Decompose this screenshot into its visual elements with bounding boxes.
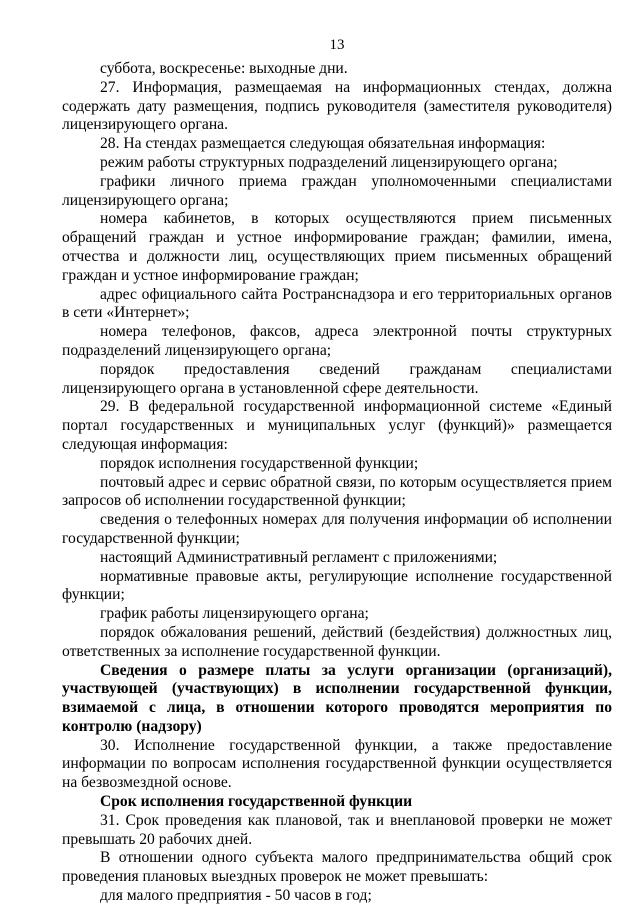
list-item-phones: номера телефонов, факсов, адреса электронной почты структурных подразделений лицензирующего органа; (62, 323, 612, 359)
list-item-website: адрес официального сайта Ространснадзора и его территориальных органов в сети «Интернет»; (62, 285, 612, 322)
paragraph-30: 30. Исполнение государственной функции, а также предоставление информации по вопросам исполнения государственной функции осуществляется на безвозмездной основе. (62, 736, 612, 792)
list-item-info-procedure: порядок предоставления сведений гражданам специалистами лицензирующего органа в установленной сфере деятельности. (62, 360, 612, 397)
paragraph-weekend: суббота, воскресенье: выходные дни. (100, 60, 348, 77)
list-item-small-enterprise: для малого предприятия - 50 часов в год; (100, 887, 372, 905)
paragraph-28: 28. На стендах размещается следующая обязательная информация: (100, 135, 546, 153)
paragraph-27: 27. Информация, размещаемая на информационных стендах, должна содержать дату размещения, подпись руководителя (заместителя руководителя) лицензирующего органа. (62, 78, 612, 134)
document-body (62, 60, 612, 906)
list-item-office-numbers: номера кабинетов, в которых осуществляются прием письменных обращений граждан и устное информирование граждан; фамилии, имена, отчества и должности лиц, осуществляющих прием письменных обращений граждан и устное информирование граждан; (62, 210, 612, 284)
list-item-regulation: настоящий Административный регламент с приложениями; (100, 548, 498, 566)
paragraph-small-business: В отношении одного субъекта малого предпринимательства общий срок проведения плановых выездных проверок не может превышать: (62, 849, 612, 886)
section-heading-fee: Сведения о размере платы за услуги организации (организаций), участвующей (участвующих) в исполнении государственной функции, взимаемой с лица, в отношении которого проводятся мероприятия по контролю (надзору) (62, 661, 612, 735)
list-item-legal-acts: нормативные правовые акты, регулирующие исполнение государственной функции; (62, 567, 612, 604)
document-page (62, 0, 612, 905)
list-item-phone-info: сведения о телефонных номерах для получения информации об исполнении государственной функции; (62, 511, 612, 547)
section-heading-term: Срок исполнения государственной функции (100, 793, 413, 811)
page-number: 13 (329, 37, 345, 53)
list-item-postal-address: почтовый адрес и сервис обратной связи, по которым осуществляется прием запросов об исполнении государственной функции; (62, 473, 612, 510)
list-item-appeal-procedure: порядок обжалования решений, действий (бездействия) должностных лиц, ответственных за исполнение государственной функции. (62, 623, 612, 660)
list-item-work-schedule: режим работы структурных подразделений лицензирующего органа; (100, 153, 558, 171)
paragraph-29: 29. В федеральной государственной информационной системе «Единый портал государственных и муниципальных услуг (функций)» размещается следующая информация: (62, 398, 612, 453)
list-item-reception-schedule: графики личного приема граждан уполномоченными специалистами лицензирующего органа; (62, 172, 612, 209)
paragraph-31: 31. Срок проведения как плановой, так и внеплановой проверки не может превышать 20 рабочих дней. (62, 811, 612, 848)
list-item-execution-procedure: порядок исполнения государственной функции; (100, 454, 419, 472)
list-item-work-hours: график работы лицензирующего органа; (100, 605, 369, 623)
